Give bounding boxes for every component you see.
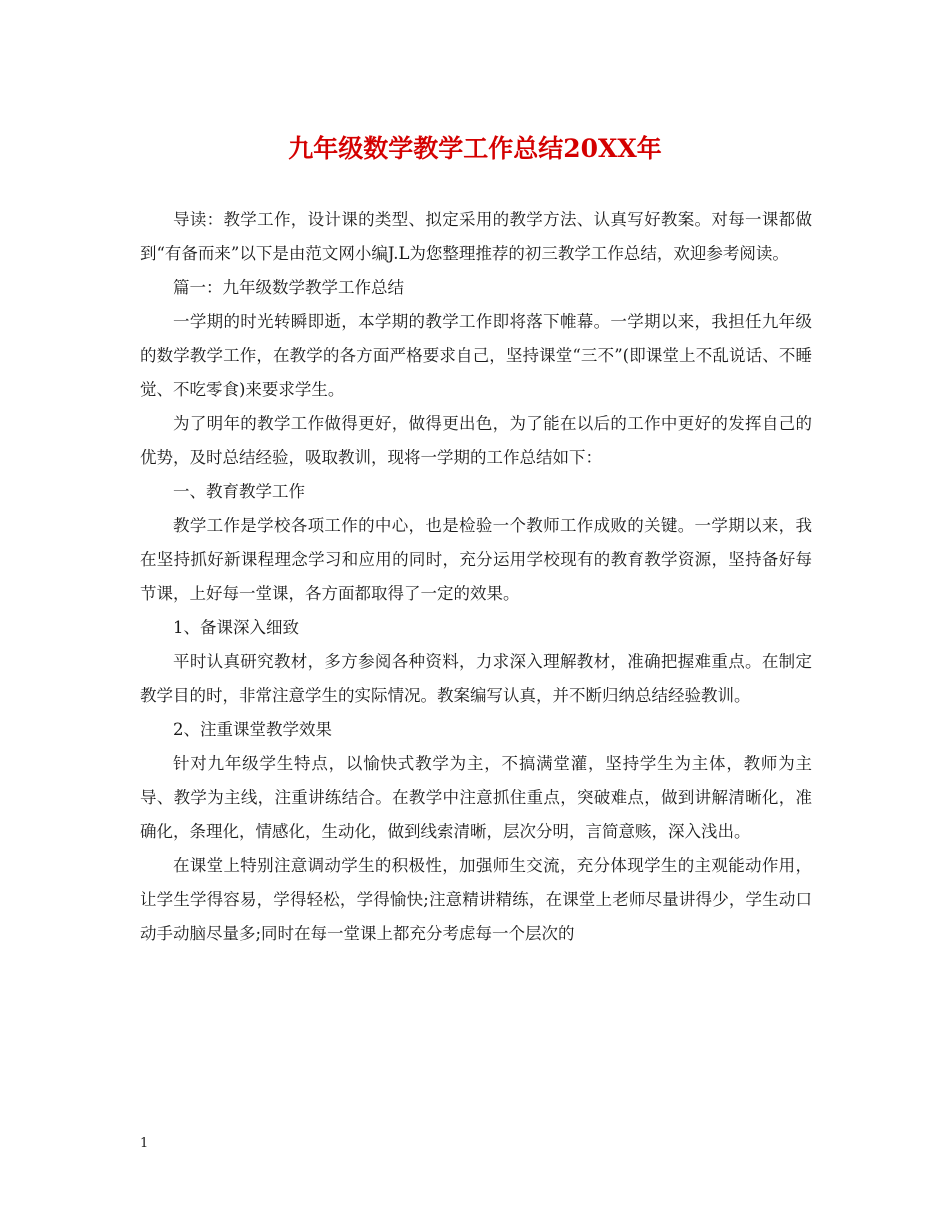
paragraph: 平时认真研究教材，多方参阅各种资料，力求深入理解教材，准确把握难重点。在制定教学目的时，非常注意学生的实际情况。教案编写认真，并不断归纳总结经验教训。 <box>140 652 812 705</box>
subheading-classroom-effect: 2、注重课堂教学效果 <box>173 720 332 739</box>
paragraph: 为了明年的教学工作做得更好，做得更出色，为了能在以后的工作中更好的发挥自己的优势，及时总结经验，吸取教训，现将一学期的工作总结如下： <box>140 414 812 467</box>
paragraph: 针对九年级学生特点，以愉快式教学为主，不搞满堂灌，坚持学生为主体，教师为主导、教学为主线，注重讲练结合。在教学中注意抓住重点，突破难点，做到讲解清晰化，准确化，条理化，情感化，生动化，做到线索清晰，层次分明，言简意赅，深入浅出。 <box>140 754 812 841</box>
section-heading-part-one: 篇一：九年级数学教学工作总结 <box>173 278 404 297</box>
subheading-lesson-prep: 1、备课深入细致 <box>173 618 299 637</box>
paragraph: 教学工作是学校各项工作的中心，也是检验一个教师工作成败的关键。一学期以来，我在坚持抓好新课程理念学习和应用的同时，充分运用学校现有的教育教学资源，坚持备好每节课，上好每一堂课，各方面都取得了一定的效果。 <box>140 516 812 603</box>
paragraph: 一学期的时光转瞬即逝，本学期的教学工作即将落下帷幕。一学期以来，我担任九年级的数学教学工作，在教学的各方面严格要求自己，坚持课堂“三不”(即课堂上不乱说话、不睡觉、不吃零食)来要求学生。 <box>140 312 812 399</box>
paragraph-intro: 导读：教学工作，设计课的类型、拟定采用的教学方法、认真写好教案。对每一课都做到“有备而来”以下是由范文网小编J.L为您整理推荐的初三教学工作总结，欢迎参考阅读。 <box>140 210 812 263</box>
document-body <box>140 203 812 951</box>
section-heading-teaching-work: 一、教育教学工作 <box>173 482 305 501</box>
paragraph: 在课堂上特别注意调动学生的积极性，加强师生交流，充分体现学生的主观能动作用，让学生学得容易，学得轻松，学得愉快;注意精讲精练，在课堂上老师尽量讲得少，学生动口动手动脑尽量多;同时在每一堂课上都充分考虑每一个层次的 <box>140 856 812 943</box>
page-number: 1 <box>140 1136 149 1151</box>
document-title: 九年级数学教学工作总结20XX年 <box>288 134 662 163</box>
